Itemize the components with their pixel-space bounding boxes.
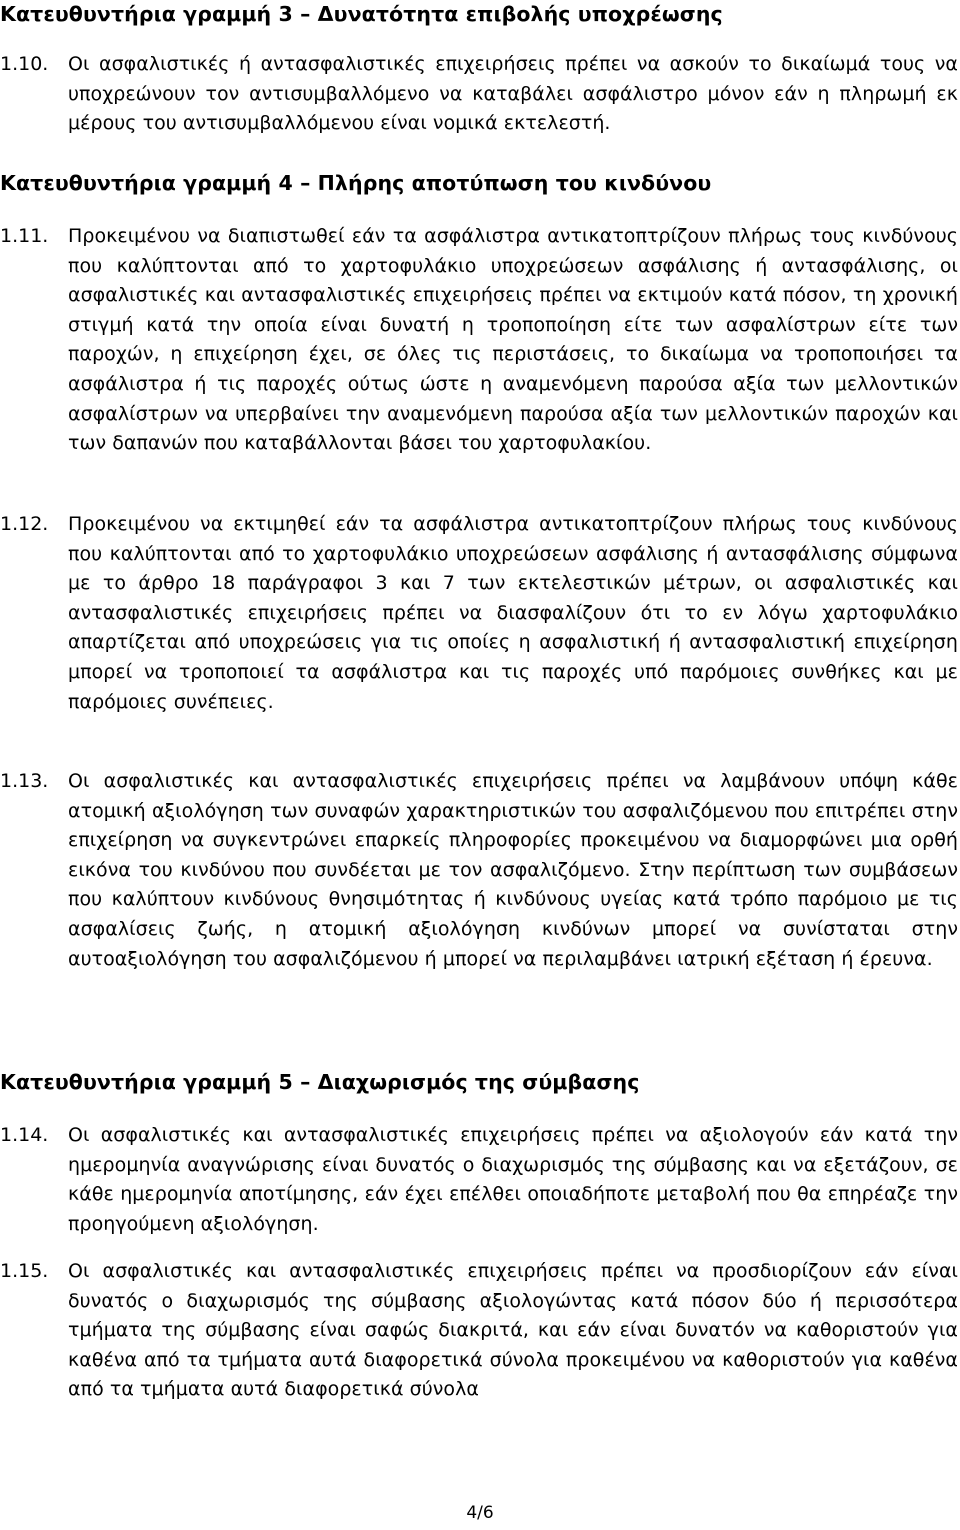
paragraph-number-1-12: 1.12. [0,513,49,535]
page-number: 4/6 [466,1503,494,1523]
heading-guideline-5: Κατευθυντήρια γραμμή 5 – Διαχωρισμός της σύμβασης [0,1070,640,1094]
paragraph-1-15: Οι ασφαλιστικές και αντασφαλιστικές επιχειρήσεις πρέπει να προσδιορίζουν εάν είναι δυνατός ο διαχωρισμός της σύμβασης αξιολογώντας κατά πόσον δύο ή περισσότερα τμήματα της σύμβασης είναι σαφώς διακριτά, και εάν είναι δυνατόν να καθοριστούν για καθένα από τα τμήματα αυτά διαφορετικά σύνολα προκειμένου να καθοριστούν για καθένα από τα τμήματα αυτά διαφορετικά σύνολα [68,1260,958,1401]
heading-guideline-4: Κατευθυντήρια γραμμή 4 – Πλήρης αποτύπωση του κινδύνου [0,171,712,195]
paragraph-1-10: Οι ασφαλιστικές ή αντασφαλιστικές επιχειρήσεις πρέπει να ασκούν το δικαίωμά τους να υποχρεώνουν τον αντισυμβαλλόμενο να καταβάλει ασφάλιστρο μόνον εάν η πληρωμή εκ μέρους του αντισυμβαλλόμενου είναι νομικά εκτελεστή. [68,53,958,135]
paragraph-number-1-10: 1.10. [0,53,49,75]
heading-guideline-3: Κατευθυντήρια γραμμή 3 – Δυνατότητα επιβολής υποχρέωσης [0,2,723,26]
paragraph-number-1-15: 1.15. [0,1260,49,1282]
paragraph-1-14: Οι ασφαλιστικές και αντασφαλιστικές επιχειρήσεις πρέπει να αξιολογούν εάν κατά την ημερομηνία αναγνώρισης είναι δυνατός ο διαχωρισμός της σύμβασης και να εξετάζουν, σε κάθε ημερομηνία αποτίμησης, εάν έχει επέλθει οποιαδήποτε μεταβολή που θα επηρέαζε την προηγούμενη αξιολόγηση. [68,1124,958,1235]
paragraph-number-1-14: 1.14. [0,1124,49,1146]
paragraph-number-1-13: 1.13. [0,770,49,792]
paragraph-1-13: Οι ασφαλιστικές και αντασφαλιστικές επιχειρήσεις πρέπει να λαμβάνουν υπόψη κάθε ατομική αξιολόγηση των συναφών χαρακτηριστικών του ασφαλιζόμενου που επιτρέπει στην επιχείρηση να συγκεντρώνει επαρκείς πληροφορίες προκειμένου να διαμορφώνει μια ορθή εικόνα του κινδύνου που συνδέεται με τον ασφαλιζόμενο. Στην περίπτωση των συμβάσεων που καλύπτουν κινδύνους θνησιμότητας ή κινδύνους υγείας κατά τρόπο παρόμοιο με τις ασφαλίσεις ζωής, η ατομική αξιολόγηση κινδύνων μπορεί να συνίσταται στην αυτοαξιολόγηση του ασφαλιζόμενου ή μπορεί να περιλαμβάνει ιατρική εξέταση ή έρευνα. [68,770,958,970]
paragraph-number-1-11: 1.11. [0,225,49,247]
paragraph-1-12: Προκειμένου να εκτιμηθεί εάν τα ασφάλιστρα αντικατοπτρίζουν πλήρως τους κινδύνους που καλύπτονται από το χαρτοφυλάκιο υποχρεώσεων ασφάλισης ή αντασφάλισης σύμφωνα με το άρθρο 18 παράγραφοι 3 και 7 των εκτελεστικών μέτρων, οι ασφαλιστικές και αντασφαλιστικές επιχειρήσεις πρέπει να διασφαλίζουν ότι το εν λόγω χαρτοφυλάκιο απαρτίζεται από υποχρεώσεις για τις οποίες η ασφαλιστική ή αντασφαλιστική επιχείρηση μπορεί να τροποποιεί τα ασφάλιστρα και τις παροχές υπό παρόμοιες συνθήκες και με παρόμοιες συνέπειες. [68,513,958,713]
paragraph-1-11: Προκειμένου να διαπιστωθεί εάν τα ασφάλιστρα αντικατοπτρίζουν πλήρως τους κινδύνους που καλύπτονται από το χαρτοφυλάκιο υποχρεώσεων ασφάλισης ή αντασφάλισης, οι ασφαλιστικές και αντασφαλιστικές επιχειρήσεις πρέπει να εκτιμούν κατά πόσον, τη χρονική στιγμή κατά την οποία είναι δυνατή η τροποποίηση είτε των ασφαλίστρων είτε των παροχών, η επιχείρηση έχει, σε όλες τις περιστάσεις, το δικαίωμα να τροποποιήσει τα ασφάλιστρα ή τις παροχές ούτως ώστε η αναμενόμενη παρούσα αξία των μελλοντικών ασφαλίστρων να υπερβαίνει την αναμενόμενη παρούσα αξία των μελλοντικών παροχών και των δαπανών που καταβάλλονται βάσει του χαρτοφυλακίου. [68,225,958,455]
